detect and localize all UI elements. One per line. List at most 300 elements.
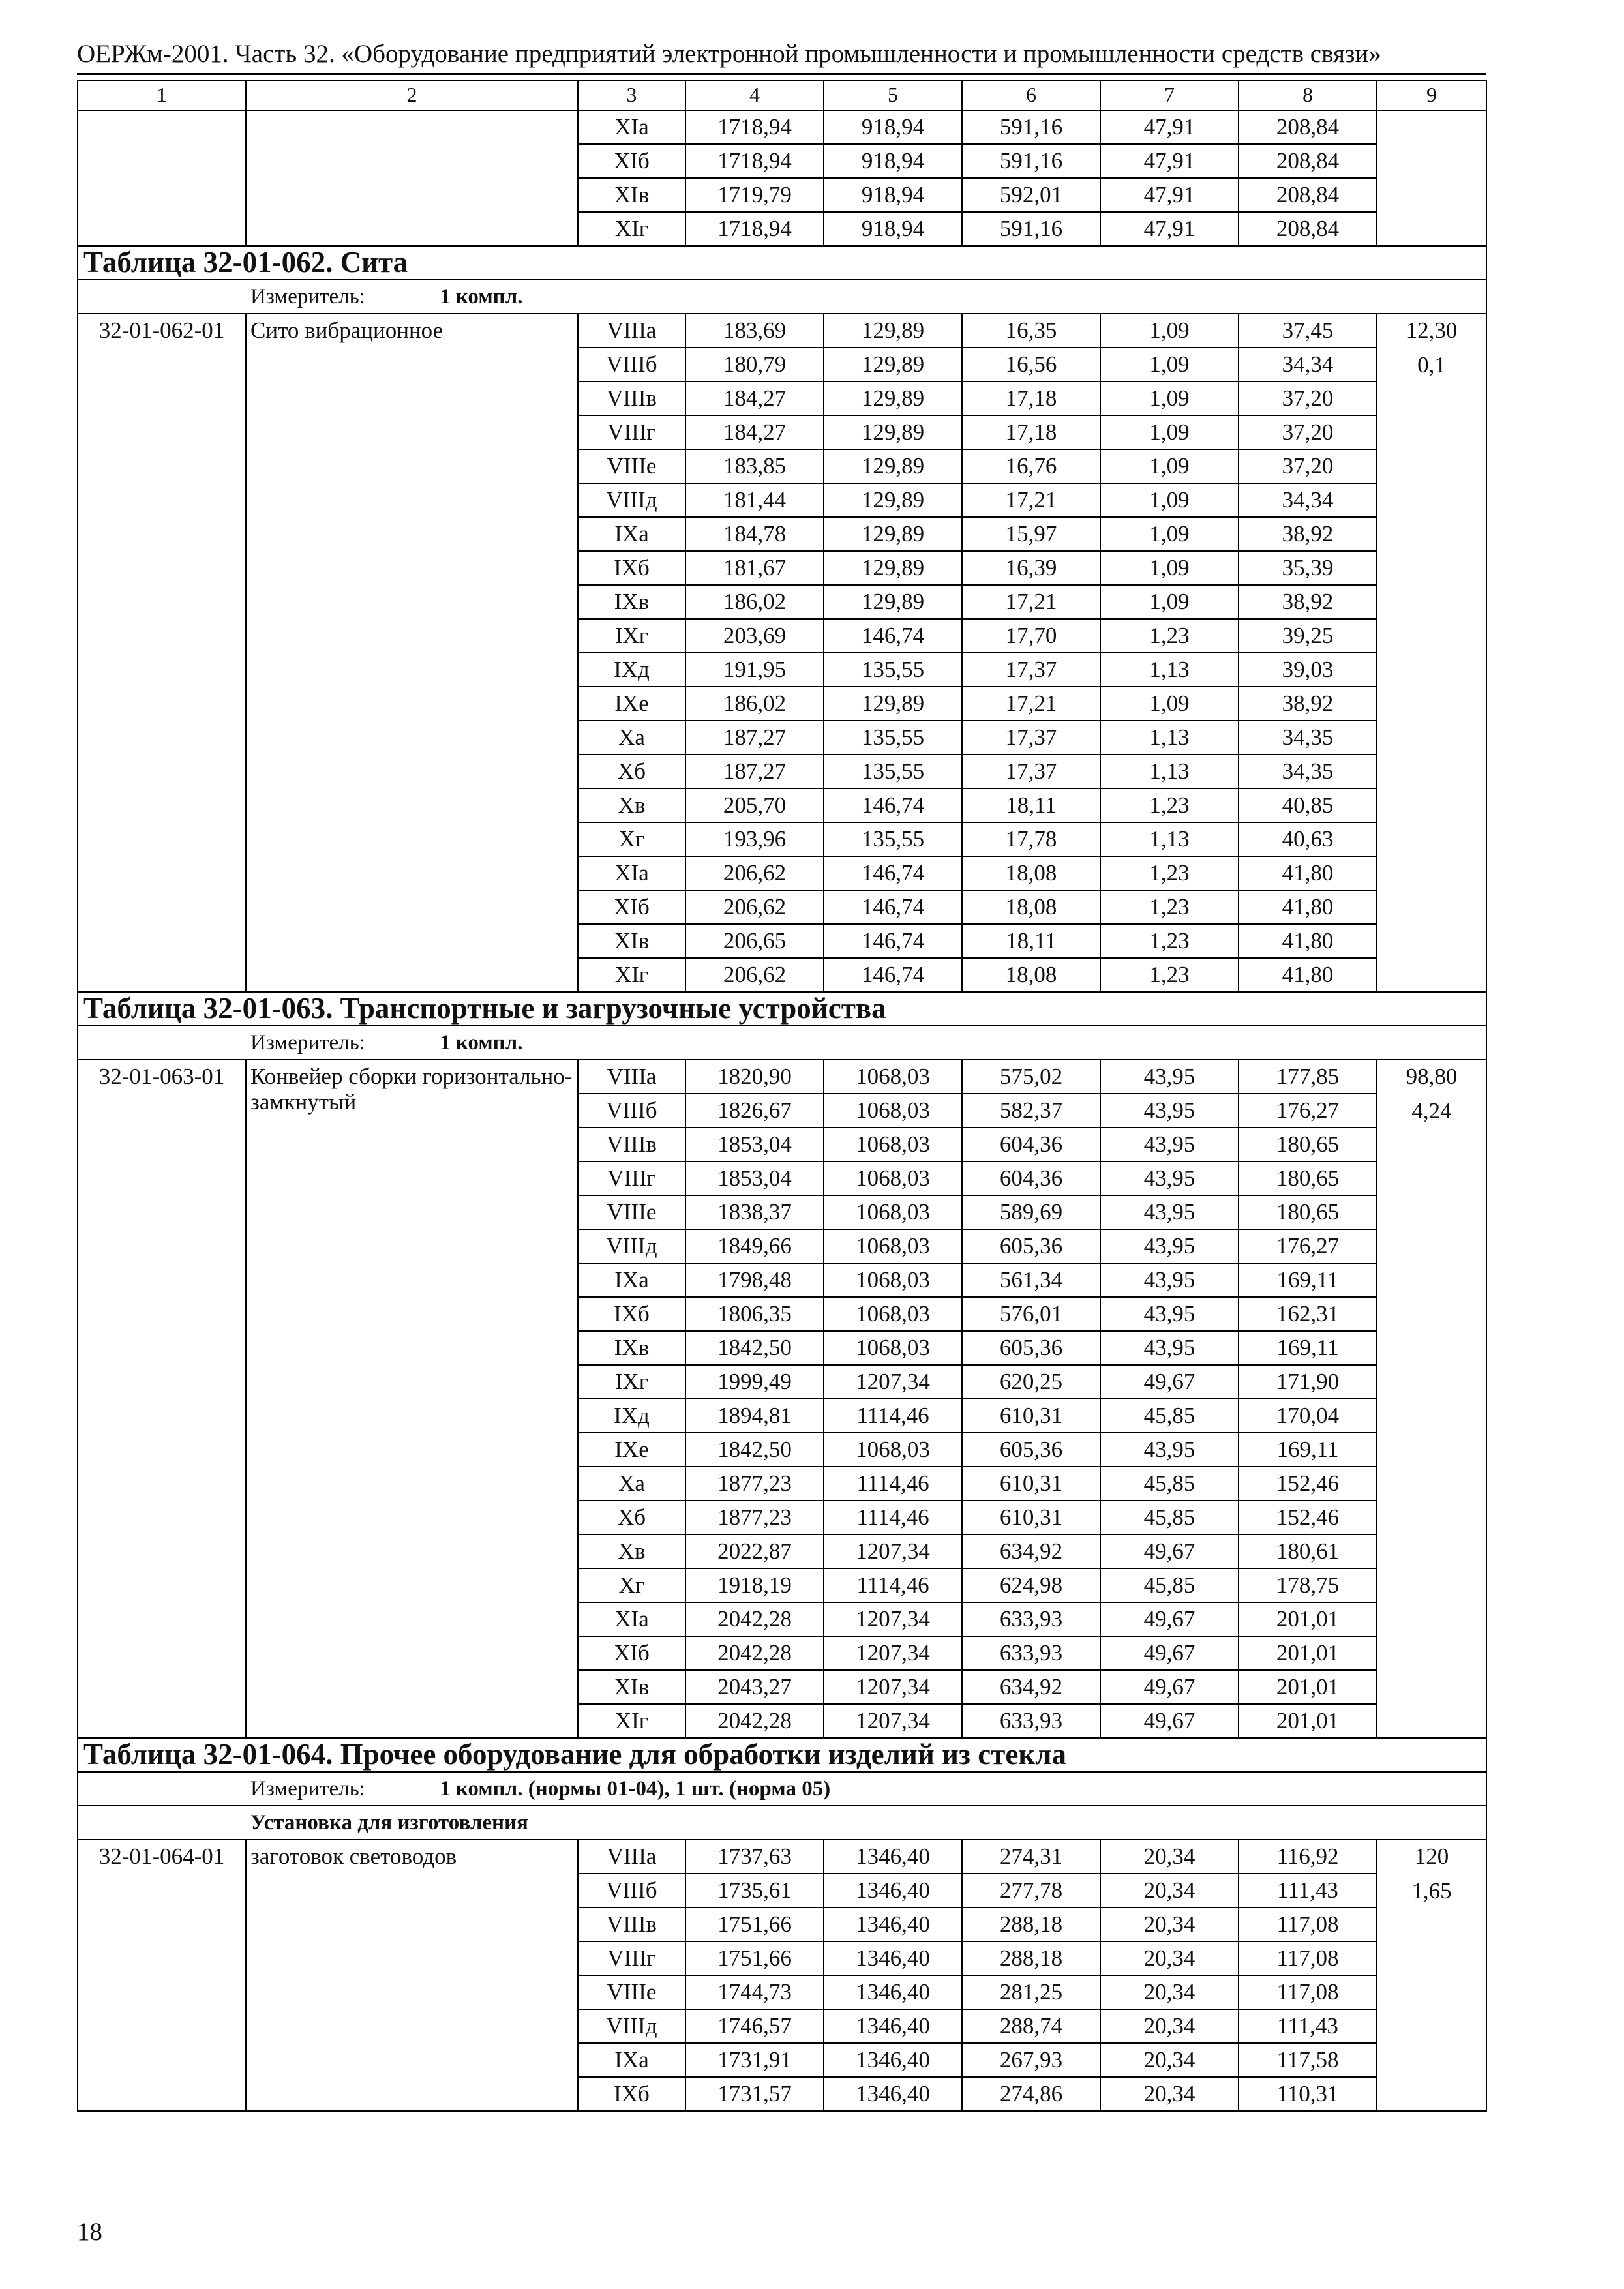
empty-extra-cell bbox=[1377, 110, 1486, 246]
value-cell: 1842,50 bbox=[685, 1433, 824, 1467]
zone-cell: XIа bbox=[578, 856, 685, 890]
value-cell: 604,36 bbox=[962, 1161, 1100, 1195]
value-cell: 1207,34 bbox=[824, 1602, 962, 1636]
code-cell: 32-01-063-01 bbox=[78, 1060, 246, 1738]
value-cell: 1,09 bbox=[1100, 517, 1239, 551]
value-cell: 1114,46 bbox=[824, 1467, 962, 1501]
zone-cell: XIа bbox=[578, 1602, 685, 1636]
value-cell: 177,85 bbox=[1239, 1060, 1377, 1094]
value-cell: 2043,27 bbox=[685, 1670, 824, 1704]
unit-label: Измеритель: bbox=[250, 284, 365, 308]
zone-cell: IXб bbox=[578, 551, 685, 585]
value-cell: 1,13 bbox=[1100, 755, 1239, 788]
extra-cell bbox=[1377, 1840, 1486, 2111]
value-cell: 1894,81 bbox=[685, 1399, 824, 1433]
value-cell: 591,16 bbox=[962, 212, 1100, 246]
column-number: 4 bbox=[685, 80, 824, 110]
value-cell: 1346,40 bbox=[824, 2009, 962, 2043]
extra-value-2: 0,1 bbox=[1417, 352, 1446, 378]
value-cell: 591,16 bbox=[962, 144, 1100, 178]
value-cell: 49,67 bbox=[1100, 1365, 1239, 1399]
column-number: 9 bbox=[1377, 80, 1486, 110]
value-cell: 624,98 bbox=[962, 1568, 1100, 1602]
zone-cell: VIIIе bbox=[578, 449, 685, 483]
value-cell: 146,74 bbox=[824, 788, 962, 822]
value-cell: 176,27 bbox=[1239, 1094, 1377, 1128]
value-cell: 1207,34 bbox=[824, 1534, 962, 1568]
value-cell: 43,95 bbox=[1100, 1433, 1239, 1467]
value-cell: 1,09 bbox=[1100, 449, 1239, 483]
value-cell: 274,31 bbox=[962, 1840, 1100, 1874]
zone-cell: Xв bbox=[578, 1534, 685, 1568]
value-cell: 277,78 bbox=[962, 1874, 1100, 1908]
value-cell: 2042,28 bbox=[685, 1704, 824, 1738]
value-cell: 146,74 bbox=[824, 958, 962, 992]
value-cell: 180,79 bbox=[685, 348, 824, 382]
value-cell: 20,34 bbox=[1100, 2043, 1239, 2077]
zone-cell: IXа bbox=[578, 2043, 685, 2077]
value-cell: 111,43 bbox=[1239, 1874, 1377, 1908]
value-cell: 116,92 bbox=[1239, 1840, 1377, 1874]
value-cell: 610,31 bbox=[962, 1467, 1100, 1501]
zone-cell: VIIIб bbox=[578, 1874, 685, 1908]
value-cell: 34,35 bbox=[1239, 721, 1377, 755]
value-cell: 1207,34 bbox=[824, 1670, 962, 1704]
value-cell: 1,13 bbox=[1100, 822, 1239, 856]
value-cell: 201,01 bbox=[1239, 1602, 1377, 1636]
value-cell: 589,69 bbox=[962, 1195, 1100, 1229]
extra-value-1: 120 bbox=[1414, 1844, 1449, 1869]
value-cell: 267,93 bbox=[962, 2043, 1100, 2077]
column-number: 3 bbox=[578, 80, 685, 110]
value-cell: 1207,34 bbox=[824, 1704, 962, 1738]
value-cell: 1,23 bbox=[1100, 856, 1239, 890]
value-cell: 117,58 bbox=[1239, 2043, 1377, 2077]
value-cell: 1068,03 bbox=[824, 1094, 962, 1128]
zone-cell: XIг bbox=[578, 1704, 685, 1738]
value-cell: 201,01 bbox=[1239, 1636, 1377, 1670]
value-cell: 634,92 bbox=[962, 1534, 1100, 1568]
zone-cell: XIг bbox=[578, 212, 685, 246]
value-cell: 582,37 bbox=[962, 1094, 1100, 1128]
value-cell: 1731,57 bbox=[685, 2077, 824, 2111]
value-cell: 37,20 bbox=[1239, 415, 1377, 449]
zone-cell: VIIIв bbox=[578, 382, 685, 415]
value-cell: 203,69 bbox=[685, 619, 824, 653]
value-cell: 152,46 bbox=[1239, 1501, 1377, 1534]
value-cell: 16,76 bbox=[962, 449, 1100, 483]
zone-cell: XIв bbox=[578, 1670, 685, 1704]
value-cell: 605,36 bbox=[962, 1331, 1100, 1365]
table-title: Таблица 32-01-063. Транспортные и загрузочные устройства bbox=[78, 992, 1486, 1026]
value-cell: 1853,04 bbox=[685, 1161, 824, 1195]
zone-cell: XIв bbox=[578, 178, 685, 212]
subtitle: Установка для изготовления bbox=[78, 1806, 1486, 1840]
value-cell: 206,62 bbox=[685, 856, 824, 890]
value-cell: 45,85 bbox=[1100, 1501, 1239, 1534]
value-cell: 43,95 bbox=[1100, 1331, 1239, 1365]
value-cell: 561,34 bbox=[962, 1263, 1100, 1297]
value-cell: 43,95 bbox=[1100, 1094, 1239, 1128]
value-cell: 45,85 bbox=[1100, 1568, 1239, 1602]
value-cell: 39,03 bbox=[1239, 653, 1377, 687]
unit-value: 1 компл. bbox=[440, 284, 523, 308]
value-cell: 1,23 bbox=[1100, 958, 1239, 992]
value-cell: 1346,40 bbox=[824, 1975, 962, 2009]
unit-value: 1 компл. (нормы 01-04), 1 шт. (норма 05) bbox=[440, 1776, 831, 1801]
table-title-row bbox=[78, 992, 1486, 1026]
value-cell: 288,18 bbox=[962, 1908, 1100, 1941]
value-cell: 111,43 bbox=[1239, 2009, 1377, 2043]
table-row bbox=[78, 1060, 1486, 1094]
column-number: 2 bbox=[246, 80, 578, 110]
value-cell: 49,67 bbox=[1100, 1704, 1239, 1738]
column-number: 8 bbox=[1239, 80, 1377, 110]
zone-cell: IXб bbox=[578, 1297, 685, 1331]
value-cell: 1820,90 bbox=[685, 1060, 824, 1094]
value-cell: 39,25 bbox=[1239, 619, 1377, 653]
value-cell: 17,37 bbox=[962, 653, 1100, 687]
value-cell: 1,09 bbox=[1100, 348, 1239, 382]
zone-cell: XIг bbox=[578, 958, 685, 992]
value-cell: 918,94 bbox=[824, 178, 962, 212]
zone-cell: VIIIд bbox=[578, 2009, 685, 2043]
value-cell: 1,23 bbox=[1100, 788, 1239, 822]
value-cell: 180,65 bbox=[1239, 1161, 1377, 1195]
value-cell: 171,90 bbox=[1239, 1365, 1377, 1399]
value-cell: 1,23 bbox=[1100, 924, 1239, 958]
value-cell: 43,95 bbox=[1100, 1195, 1239, 1229]
value-cell: 183,69 bbox=[685, 314, 824, 348]
value-cell: 37,20 bbox=[1239, 449, 1377, 483]
value-cell: 1744,73 bbox=[685, 1975, 824, 2009]
value-cell: 41,80 bbox=[1239, 890, 1377, 924]
zone-cell: XIб bbox=[578, 890, 685, 924]
value-cell: 633,93 bbox=[962, 1602, 1100, 1636]
table-row bbox=[78, 1840, 1486, 1874]
value-cell: 208,84 bbox=[1239, 110, 1377, 144]
code-cell: 32-01-064-01 bbox=[78, 1840, 246, 2111]
zone-cell: VIIIб bbox=[578, 1094, 685, 1128]
value-cell: 47,91 bbox=[1100, 144, 1239, 178]
value-cell: 129,89 bbox=[824, 483, 962, 517]
value-cell: 1114,46 bbox=[824, 1568, 962, 1602]
value-cell: 180,65 bbox=[1239, 1195, 1377, 1229]
table-title-row bbox=[78, 246, 1486, 280]
value-cell: 170,04 bbox=[1239, 1399, 1377, 1433]
value-cell: 43,95 bbox=[1100, 1060, 1239, 1094]
table-title: Таблица 32-01-062. Сита bbox=[78, 246, 1486, 280]
value-cell: 1346,40 bbox=[824, 2077, 962, 2111]
unit-row bbox=[78, 1026, 1486, 1060]
value-cell: 187,27 bbox=[685, 721, 824, 755]
zone-cell: VIIIе bbox=[578, 1195, 685, 1229]
extra-value-1: 12,30 bbox=[1406, 318, 1458, 343]
extra-value-1: 98,80 bbox=[1406, 1064, 1458, 1089]
value-cell: 49,67 bbox=[1100, 1534, 1239, 1568]
zone-cell: IXв bbox=[578, 585, 685, 619]
zone-cell: XIв bbox=[578, 924, 685, 958]
value-cell: 633,93 bbox=[962, 1636, 1100, 1670]
value-cell: 186,02 bbox=[685, 585, 824, 619]
value-cell: 1346,40 bbox=[824, 1941, 962, 1975]
value-cell: 146,74 bbox=[824, 619, 962, 653]
zone-cell: VIIIд bbox=[578, 1229, 685, 1263]
column-number: 1 bbox=[78, 80, 246, 110]
value-cell: 1068,03 bbox=[824, 1263, 962, 1297]
value-cell: 1,23 bbox=[1100, 890, 1239, 924]
zone-cell: Xа bbox=[578, 1467, 685, 1501]
zone-cell: Xг bbox=[578, 1568, 685, 1602]
value-cell: 178,75 bbox=[1239, 1568, 1377, 1602]
value-cell: 187,27 bbox=[685, 755, 824, 788]
value-cell: 1718,94 bbox=[685, 110, 824, 144]
value-cell: 193,96 bbox=[685, 822, 824, 856]
value-cell: 274,86 bbox=[962, 2077, 1100, 2111]
value-cell: 1068,03 bbox=[824, 1060, 962, 1094]
value-cell: 49,67 bbox=[1100, 1602, 1239, 1636]
value-cell: 146,74 bbox=[824, 856, 962, 890]
value-cell: 129,89 bbox=[824, 551, 962, 585]
value-cell: 49,67 bbox=[1100, 1670, 1239, 1704]
extra-cell bbox=[1377, 314, 1486, 992]
name-cell: Конвейер сборки горизонтально-замкнутый bbox=[246, 1060, 578, 1738]
table-row bbox=[78, 314, 1486, 348]
value-cell: 34,34 bbox=[1239, 483, 1377, 517]
zone-cell: IXе bbox=[578, 687, 685, 721]
value-cell: 169,11 bbox=[1239, 1433, 1377, 1467]
value-cell: 34,34 bbox=[1239, 348, 1377, 382]
value-cell: 110,31 bbox=[1239, 2077, 1377, 2111]
value-cell: 16,39 bbox=[962, 551, 1100, 585]
value-cell: 45,85 bbox=[1100, 1467, 1239, 1501]
value-cell: 1746,57 bbox=[685, 2009, 824, 2043]
value-cell: 17,21 bbox=[962, 585, 1100, 619]
value-cell: 20,34 bbox=[1100, 1874, 1239, 1908]
value-cell: 1826,67 bbox=[685, 1094, 824, 1128]
unit-row bbox=[78, 280, 1486, 314]
value-cell: 20,34 bbox=[1100, 1941, 1239, 1975]
zone-cell: VIIIа bbox=[578, 314, 685, 348]
zone-cell: VIIIд bbox=[578, 483, 685, 517]
value-cell: 1068,03 bbox=[824, 1297, 962, 1331]
value-cell: 918,94 bbox=[824, 212, 962, 246]
value-cell: 38,92 bbox=[1239, 517, 1377, 551]
value-cell: 186,02 bbox=[685, 687, 824, 721]
value-cell: 1731,91 bbox=[685, 2043, 824, 2077]
value-cell: 41,80 bbox=[1239, 856, 1377, 890]
value-cell: 43,95 bbox=[1100, 1229, 1239, 1263]
zone-cell: XIб bbox=[578, 1636, 685, 1670]
value-cell: 15,97 bbox=[962, 517, 1100, 551]
value-cell: 1,09 bbox=[1100, 415, 1239, 449]
value-cell: 605,36 bbox=[962, 1433, 1100, 1467]
value-cell: 605,36 bbox=[962, 1229, 1100, 1263]
value-cell: 1,09 bbox=[1100, 687, 1239, 721]
value-cell: 17,18 bbox=[962, 382, 1100, 415]
value-cell: 1737,63 bbox=[685, 1840, 824, 1874]
zone-cell: IXб bbox=[578, 2077, 685, 2111]
value-cell: 1207,34 bbox=[824, 1365, 962, 1399]
value-cell: 45,85 bbox=[1100, 1399, 1239, 1433]
running-header: ОЕРЖм-2001. Часть 32. «Оборудование предприятий электронной промышленности и промышленности средств связи» bbox=[77, 40, 1381, 68]
value-cell: 1068,03 bbox=[824, 1128, 962, 1161]
unit-label: Измеритель: bbox=[250, 1030, 365, 1055]
value-cell: 191,95 bbox=[685, 653, 824, 687]
zone-cell: VIIIб bbox=[578, 348, 685, 382]
value-cell: 129,89 bbox=[824, 415, 962, 449]
zone-cell: Xа bbox=[578, 721, 685, 755]
subtitle-row bbox=[78, 1806, 1486, 1840]
value-cell: 1346,40 bbox=[824, 1874, 962, 1908]
value-cell: 35,39 bbox=[1239, 551, 1377, 585]
value-cell: 129,89 bbox=[824, 382, 962, 415]
value-cell: 129,89 bbox=[824, 585, 962, 619]
value-cell: 37,45 bbox=[1239, 314, 1377, 348]
value-cell: 135,55 bbox=[824, 653, 962, 687]
zone-cell: VIIIг bbox=[578, 1161, 685, 1195]
value-cell: 1068,03 bbox=[824, 1161, 962, 1195]
value-cell: 1735,61 bbox=[685, 1874, 824, 1908]
value-cell: 1849,66 bbox=[685, 1229, 824, 1263]
unit-value: 1 компл. bbox=[440, 1030, 523, 1055]
value-cell: 169,11 bbox=[1239, 1331, 1377, 1365]
value-cell: 47,91 bbox=[1100, 110, 1239, 144]
value-cell: 162,31 bbox=[1239, 1297, 1377, 1331]
value-cell: 1346,40 bbox=[824, 1840, 962, 1874]
value-cell: 17,78 bbox=[962, 822, 1100, 856]
code-cell: 32-01-062-01 bbox=[78, 314, 246, 992]
value-cell: 1,09 bbox=[1100, 483, 1239, 517]
value-cell: 1068,03 bbox=[824, 1229, 962, 1263]
value-cell: 135,55 bbox=[824, 721, 962, 755]
value-cell: 181,44 bbox=[685, 483, 824, 517]
value-cell: 49,67 bbox=[1100, 1636, 1239, 1670]
unit-cell bbox=[78, 280, 1486, 314]
zone-cell: VIIIг bbox=[578, 1941, 685, 1975]
zone-cell: Xб bbox=[578, 755, 685, 788]
value-cell: 205,70 bbox=[685, 788, 824, 822]
zone-cell: VIIIа bbox=[578, 1840, 685, 1874]
value-cell: 610,31 bbox=[962, 1501, 1100, 1534]
zone-cell: IXг bbox=[578, 619, 685, 653]
value-cell: 206,65 bbox=[685, 924, 824, 958]
value-cell: 180,61 bbox=[1239, 1534, 1377, 1568]
zone-cell: IXд bbox=[578, 653, 685, 687]
value-cell: 1798,48 bbox=[685, 1263, 824, 1297]
column-number: 5 bbox=[824, 80, 962, 110]
value-cell: 180,65 bbox=[1239, 1128, 1377, 1161]
value-cell: 1751,66 bbox=[685, 1908, 824, 1941]
value-cell: 16,56 bbox=[962, 348, 1100, 382]
table-body bbox=[78, 80, 1486, 2111]
extra-cell bbox=[1377, 1060, 1486, 1738]
value-cell: 1068,03 bbox=[824, 1331, 962, 1365]
value-cell: 208,84 bbox=[1239, 144, 1377, 178]
value-cell: 633,93 bbox=[962, 1704, 1100, 1738]
value-cell: 576,01 bbox=[962, 1297, 1100, 1331]
value-cell: 135,55 bbox=[824, 755, 962, 788]
value-cell: 1,23 bbox=[1100, 619, 1239, 653]
value-cell: 18,08 bbox=[962, 856, 1100, 890]
value-cell: 1,09 bbox=[1100, 551, 1239, 585]
value-cell: 206,62 bbox=[685, 958, 824, 992]
zone-cell: Xв bbox=[578, 788, 685, 822]
extra-value-2: 4,24 bbox=[1411, 1098, 1452, 1124]
value-cell: 18,11 bbox=[962, 924, 1100, 958]
value-cell: 1806,35 bbox=[685, 1297, 824, 1331]
zone-cell: IXд bbox=[578, 1399, 685, 1433]
value-cell: 610,31 bbox=[962, 1399, 1100, 1433]
value-cell: 201,01 bbox=[1239, 1704, 1377, 1738]
name-cell: заготовок световодов bbox=[246, 1840, 578, 2111]
value-cell: 1,13 bbox=[1100, 653, 1239, 687]
value-cell: 17,21 bbox=[962, 687, 1100, 721]
value-cell: 1068,03 bbox=[824, 1195, 962, 1229]
empty-code-cell bbox=[78, 110, 246, 246]
zone-cell: Xб bbox=[578, 1501, 685, 1534]
value-cell: 18,08 bbox=[962, 958, 1100, 992]
value-cell: 1114,46 bbox=[824, 1399, 962, 1433]
value-cell: 288,18 bbox=[962, 1941, 1100, 1975]
value-cell: 18,08 bbox=[962, 890, 1100, 924]
value-cell: 41,80 bbox=[1239, 924, 1377, 958]
value-cell: 17,21 bbox=[962, 483, 1100, 517]
empty-name-cell bbox=[246, 110, 578, 246]
unit-label: Измеритель: bbox=[250, 1776, 365, 1801]
value-cell: 1346,40 bbox=[824, 1908, 962, 1941]
value-cell: 117,08 bbox=[1239, 1975, 1377, 2009]
value-cell: 592,01 bbox=[962, 178, 1100, 212]
value-cell: 208,84 bbox=[1239, 212, 1377, 246]
value-cell: 47,91 bbox=[1100, 212, 1239, 246]
value-cell: 152,46 bbox=[1239, 1467, 1377, 1501]
zone-cell: IXа bbox=[578, 1263, 685, 1297]
value-cell: 604,36 bbox=[962, 1128, 1100, 1161]
zone-cell: IXе bbox=[578, 1433, 685, 1467]
table-title: Таблица 32-01-064. Прочее оборудование для обработки изделий из стекла bbox=[78, 1738, 1486, 1772]
value-cell: 1,13 bbox=[1100, 721, 1239, 755]
value-cell: 135,55 bbox=[824, 822, 962, 856]
value-cell: 17,37 bbox=[962, 721, 1100, 755]
value-cell: 43,95 bbox=[1100, 1263, 1239, 1297]
column-number: 7 bbox=[1100, 80, 1239, 110]
zone-cell: VIIIа bbox=[578, 1060, 685, 1094]
value-cell: 1838,37 bbox=[685, 1195, 824, 1229]
value-cell: 40,63 bbox=[1239, 822, 1377, 856]
value-cell: 1068,03 bbox=[824, 1433, 962, 1467]
value-cell: 620,25 bbox=[962, 1365, 1100, 1399]
value-cell: 1853,04 bbox=[685, 1128, 824, 1161]
value-cell: 1999,49 bbox=[685, 1365, 824, 1399]
unit-row bbox=[78, 1772, 1486, 1806]
value-cell: 1346,40 bbox=[824, 2043, 962, 2077]
value-cell: 1719,79 bbox=[685, 178, 824, 212]
price-table bbox=[77, 80, 1487, 2112]
zone-cell: Xг bbox=[578, 822, 685, 856]
value-cell: 20,34 bbox=[1100, 1908, 1239, 1941]
zone-cell: VIIIв bbox=[578, 1908, 685, 1941]
value-cell: 1751,66 bbox=[685, 1941, 824, 1975]
value-cell: 176,27 bbox=[1239, 1229, 1377, 1263]
value-cell: 591,16 bbox=[962, 110, 1100, 144]
value-cell: 117,08 bbox=[1239, 1941, 1377, 1975]
value-cell: 129,89 bbox=[824, 687, 962, 721]
value-cell: 117,08 bbox=[1239, 1908, 1377, 1941]
value-cell: 169,11 bbox=[1239, 1263, 1377, 1297]
extra-value-2: 1,65 bbox=[1411, 1878, 1452, 1904]
value-cell: 918,94 bbox=[824, 144, 962, 178]
